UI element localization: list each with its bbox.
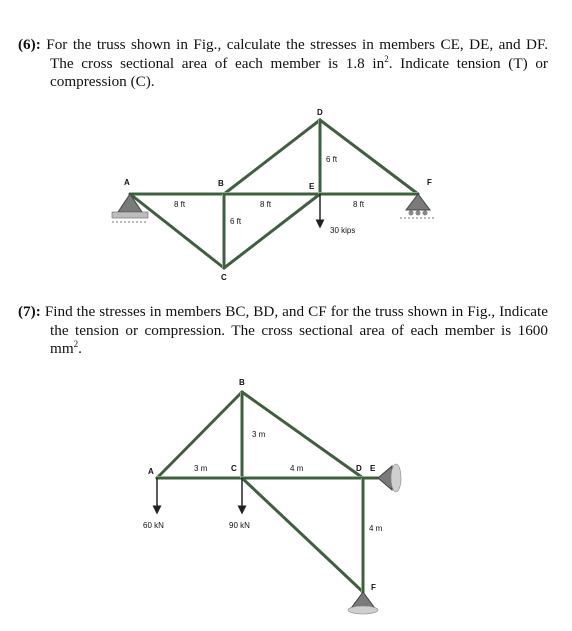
dim-bc: 3 m (252, 430, 266, 439)
node-a-label: A (124, 178, 130, 187)
member-ce (224, 194, 320, 268)
node-a-label: A (148, 467, 154, 476)
support-a-pin (112, 194, 148, 222)
node-b-label: B (218, 179, 224, 188)
problem-7-superscript: 2 (73, 339, 79, 349)
node-d-label: D (317, 108, 323, 117)
node-f-label: F (371, 583, 376, 592)
dim-bd: 8 ft (260, 200, 272, 209)
dim-cd: 4 m (290, 464, 304, 473)
support-f-roller (400, 194, 436, 218)
dim-bc: 6 ft (230, 217, 242, 226)
member-bd (224, 120, 320, 194)
dim-de: 6 ft (326, 155, 338, 164)
node-c-label: C (231, 464, 237, 473)
problem-7-number: (7): (18, 303, 41, 320)
dim-ac: 3 m (194, 464, 208, 473)
load-label: 30 kips (330, 226, 356, 235)
load-a-label: 60 kN (143, 521, 164, 530)
truss-7-members (157, 392, 378, 592)
problem-6-text: For the truss shown in Fig., calculate the stresses in members CE, DE, and DF. The cross sectional area of each member is 1.8 in (46, 36, 549, 72)
problem-6-superscript: 2 (384, 53, 389, 64)
problem-6-number: (6): (18, 36, 41, 53)
truss-figure-6 (112, 108, 436, 282)
support-e-pin (378, 464, 401, 492)
truss-6-members (130, 120, 418, 268)
truss-figure-7 (143, 378, 401, 614)
node-d-label: D (356, 464, 362, 473)
dim-df: 8 ft (353, 200, 365, 209)
node-e-label: E (309, 182, 315, 191)
node-f-label: F (427, 178, 432, 187)
dim-ef: 4 m (369, 524, 383, 533)
load-c-label: 90 kN (229, 521, 250, 530)
support-f-pin (348, 592, 378, 614)
dim-ab: 8 ft (174, 200, 186, 209)
problem-7-text-end: . (78, 340, 82, 357)
member-cf (242, 478, 363, 592)
node-e-label: E (370, 464, 376, 473)
node-c-label: C (221, 273, 227, 282)
problem-6-text-end: . Indicate tension (T) or compression (C). (50, 54, 548, 90)
problem-7-text: Find the stresses in members BC, BD, and CF for the truss shown in Fig., Indicate the tension or compression. The cross sectional area of each member is 1600 mm (44, 303, 549, 357)
node-b-label: B (239, 378, 245, 387)
